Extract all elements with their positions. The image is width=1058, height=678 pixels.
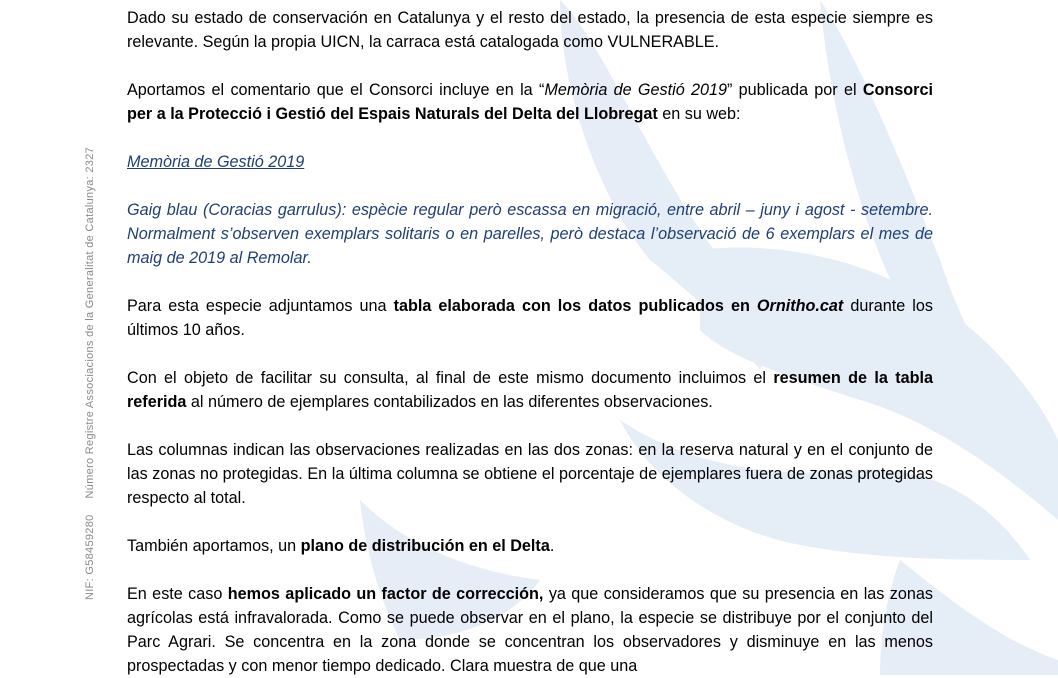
- registry-number: Número Registre Associacions de la Generalitat de Catalunya: 2327: [84, 146, 96, 499]
- paragraph-table-summary: Con el objeto de facilitar su consulta, al final de este mismo documento incluimos el resumen de la tabla referida al número de ejemplares contabilizados en las diferentes observaciones.: [127, 369, 933, 411]
- paragraph-consorci-comment: Aportamos el comentario que el Consorci incluye en la “Memòria de Gestió 2019” publicada por el Consorci per a la Protecció i Gestió del Espais Naturals del Delta del Llobregat en su web:: [127, 81, 933, 123]
- document-body: [127, 6, 933, 678]
- paragraph-columns: Las columnas indican las observaciones realizadas en las dos zonas: en la reserva natural y en el conjunto de las zonas no protegidas. En la última columna se obtiene el porcentaje de ejemplares fuera de zonas protegidas respecto al total.: [127, 441, 933, 507]
- nif-number: NIF: G58459280: [84, 514, 96, 600]
- paragraph-distribution-map: También aportamos, un plano de distribución en el Delta.: [127, 537, 555, 555]
- registration-sidebar: [84, 147, 96, 600]
- paragraph-table-data: Para esta especie adjuntamos una tabla elaborada con los datos publicados en Ornitho.cat durante los últimos 10 años.: [127, 297, 933, 339]
- memoria-gestio-link[interactable]: Memòria de Gestió 2019: [127, 153, 305, 171]
- quote-gaig-blau: Gaig blau (Coracias garrulus): espècie regular però escassa en migració, entre abril – juny i agost - setembre. Normalment s’observen exemplars solitaris o en parelles, però destaca l’observació de 6 exemplars el mes de maig de 2019 al Remolar.: [127, 201, 933, 267]
- ornitho-name: Ornitho.cat: [756, 297, 844, 315]
- paragraph-correction-factor: En este caso hemos aplicado un factor de corrección, ya que consideramos que su presencia en las zonas agrícolas está infravalorada. Como se puede observar en el plano, la especie se distribuye por el conjunto del Parc Agrari. Se concentra en la zona donde se concentran los observadores y disminuye en las menos prospectadas y con menor tiempo dedicado. Clara muestra de que una: [127, 585, 933, 675]
- consorci-name: Consorci per a la Protecció i Gestió del Espais Naturals del Delta del Llobregat: [127, 81, 933, 123]
- paragraph-link: [127, 150, 933, 174]
- memoria-title-inline: Memòria de Gestió 2019: [544, 81, 727, 99]
- paragraph-conservation: Dado su estado de conservación en Catalunya y el resto del estado, la presencia de esta especie siempre es relevante. Según la propia UICN, la carraca está catalogada como VULNERABLE.: [127, 9, 933, 51]
